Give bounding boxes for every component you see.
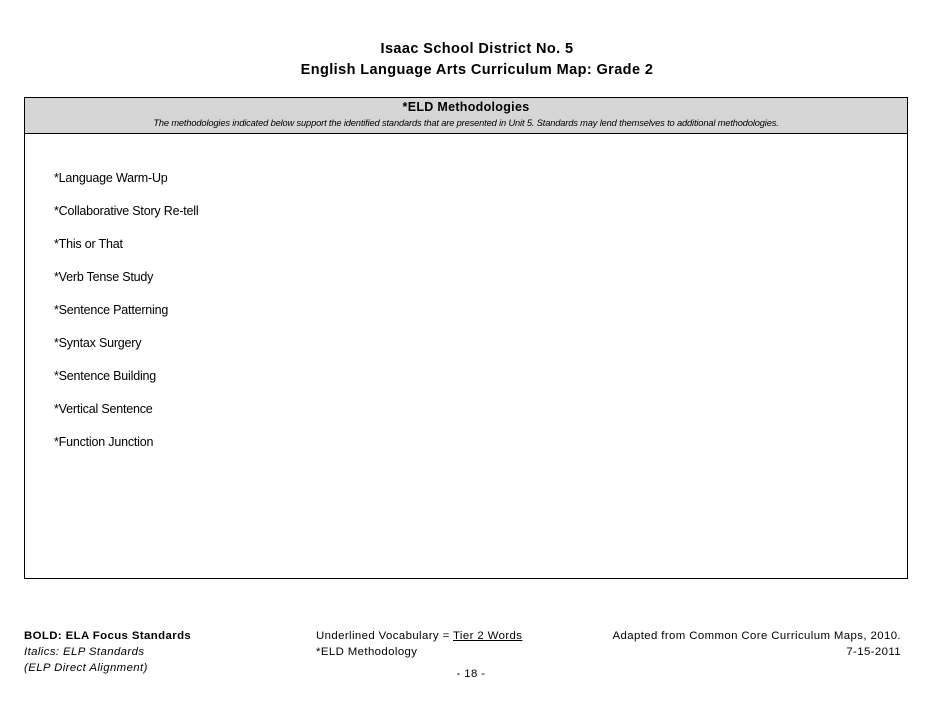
curriculum-map-title: English Language Arts Curriculum Map: Grade 2 <box>300 62 654 78</box>
table-header <box>25 98 907 134</box>
bold-legend: BOLD: ELA Focus Standards <box>24 630 192 642</box>
list-item: *Sentence Patterning <box>54 303 169 317</box>
list-item: *Verb Tense Study <box>54 270 154 284</box>
tier2-term: Tier 2 Words <box>453 630 523 642</box>
list-item: *Language Warm-Up <box>54 171 168 185</box>
document-header <box>0 39 942 81</box>
footer-source <box>613 628 902 660</box>
section-title: *ELD Methodologies <box>402 100 530 114</box>
list-item: *Sentence Building <box>54 369 157 383</box>
vocab-legend <box>316 628 522 644</box>
list-item: *Syntax Surgery <box>54 336 142 350</box>
italic-legend: Italics: ELP Standards <box>24 646 145 658</box>
list-item: *This or That <box>54 237 123 251</box>
revision-date: 7-15-2011 <box>846 646 901 658</box>
district-title: Isaac School District No. 5 <box>380 41 574 57</box>
list-item: *Function Junction <box>54 435 154 449</box>
section-subtitle: The methodologies indicated below support the identified standards that are presented in Unit 5. Standards may lend themselves to additional methodologies. <box>153 118 779 128</box>
vocab-prefix: Underlined Vocabulary = <box>316 630 453 642</box>
page-number: - 18 - <box>456 668 486 680</box>
list-item: *Vertical Sentence <box>54 402 153 416</box>
footer-vocabulary <box>316 628 522 660</box>
methodologies-table <box>24 97 908 579</box>
elp-alignment-legend: (ELP Direct Alignment) <box>24 662 148 674</box>
eld-legend: *ELD Methodology <box>316 646 418 658</box>
list-item: *Collaborative Story Re-tell <box>54 204 199 218</box>
methodology-list <box>54 170 198 467</box>
source-note: Adapted from Common Core Curriculum Maps, 2010. <box>612 630 901 642</box>
